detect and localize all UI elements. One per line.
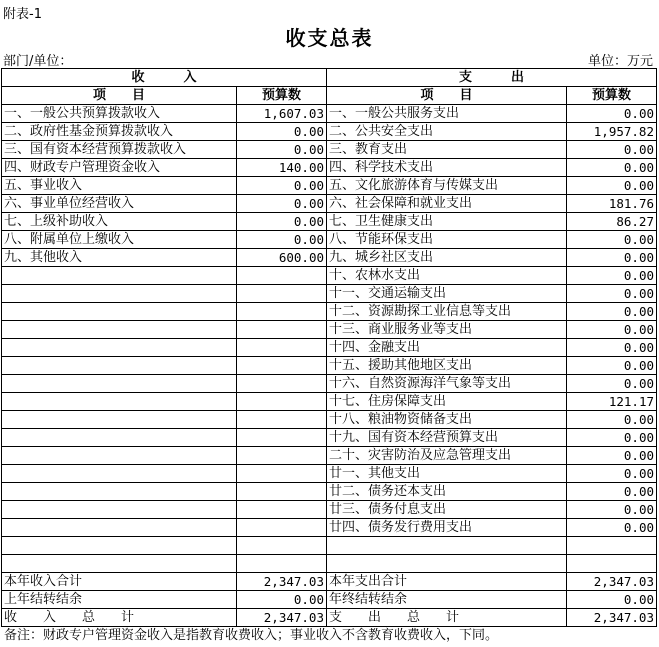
income-section-header: 收 入: [2, 69, 327, 87]
expense-item-value: 0.00: [567, 429, 657, 447]
income-item-value: 0.00: [237, 177, 327, 195]
expense-item-value: 0.00: [567, 303, 657, 321]
income-item-value: [237, 267, 327, 285]
table-row: [2, 519, 657, 537]
income-item-value: [237, 519, 327, 537]
expense-item-name: 六、社会保障和就业支出: [327, 195, 567, 213]
table-row: [2, 123, 657, 141]
expense-item-value: 0.00: [567, 321, 657, 339]
expense-item-value: 0.00: [567, 357, 657, 375]
dept-label: 部门/单位：: [3, 54, 73, 69]
income-item-name: [2, 375, 237, 393]
footnote: 备注：财政专户管理资金收入是指教育收费收入；事业收入不含教育收费收入，下同。: [4, 628, 499, 643]
income-item-name: [2, 429, 237, 447]
section-header-row: [2, 69, 657, 87]
income-item-name: 六、事业单位经营收入: [2, 195, 237, 213]
income-item-value: [237, 393, 327, 411]
summary-row: [2, 591, 657, 609]
summary-expense-value: 2,347.03: [567, 573, 657, 591]
income-item-value: [237, 429, 327, 447]
income-item-name: [2, 501, 237, 519]
blank-cell: [327, 555, 567, 573]
expense-item-name: 十三、商业服务业等支出: [327, 321, 567, 339]
income-item-value: 600.00: [237, 249, 327, 267]
summary-income-label: 本年收入合计: [2, 573, 237, 591]
income-item-name: 八、附属单位上缴收入: [2, 231, 237, 249]
unit-label: 单位：万元: [587, 54, 653, 69]
expense-item-value: 0.00: [567, 141, 657, 159]
summary-expense-label: 年终结转结余: [327, 591, 567, 609]
income-item-value: 140.00: [237, 159, 327, 177]
income-item-name: 二、政府性基金预算拨款收入: [2, 123, 237, 141]
income-item-value: [237, 411, 327, 429]
income-item-value: [237, 465, 327, 483]
expense-item-value: 0.00: [567, 285, 657, 303]
summary-income-label: 上年结转结余: [2, 591, 237, 609]
expense-item-value: 0.00: [567, 465, 657, 483]
expense-item-name: 廿一、其他支出: [327, 465, 567, 483]
table-row: [2, 159, 657, 177]
table-row: [2, 375, 657, 393]
expense-item-value: 0.00: [567, 375, 657, 393]
expense-item-value: 0.00: [567, 447, 657, 465]
expense-item-name: 三、教育支出: [327, 141, 567, 159]
income-item-value: [237, 285, 327, 303]
expense-item-name: 十八、粮油物资储备支出: [327, 411, 567, 429]
income-item-value: 0.00: [237, 231, 327, 249]
expense-item-name: 八、节能环保支出: [327, 231, 567, 249]
blank-cell: [567, 555, 657, 573]
expense-item-value: 121.17: [567, 393, 657, 411]
income-item-name: [2, 483, 237, 501]
column-header-row: [2, 87, 657, 105]
table-row: [2, 303, 657, 321]
blank-row: [2, 555, 657, 573]
income-item-value: 0.00: [237, 213, 327, 231]
table-row: [2, 339, 657, 357]
expense-item-value: 0.00: [567, 231, 657, 249]
income-item-value: 0.00: [237, 123, 327, 141]
expense-item-name: 十二、资源勘探工业信息等支出: [327, 303, 567, 321]
summary-income-value: 2,347.03: [237, 609, 327, 627]
table-row: [2, 195, 657, 213]
table-row: [2, 105, 657, 123]
expense-item-value: 0.00: [567, 105, 657, 123]
expense-item-name: 廿三、债务付息支出: [327, 501, 567, 519]
blank-cell: [327, 537, 567, 555]
table-row: [2, 285, 657, 303]
table-row: [2, 357, 657, 375]
summary-income-label: 收 入 总 计: [2, 609, 237, 627]
income-item-value: [237, 339, 327, 357]
expense-item-value: 0.00: [567, 267, 657, 285]
expense-item-value: 1,957.82: [567, 123, 657, 141]
blank-row: [2, 537, 657, 555]
table-row: [2, 267, 657, 285]
expense-item-value: 0.00: [567, 501, 657, 519]
income-item-name: [2, 303, 237, 321]
income-item-name: 七、上级补助收入: [2, 213, 237, 231]
income-item-name: [2, 339, 237, 357]
blank-cell: [237, 555, 327, 573]
income-item-value: [237, 357, 327, 375]
income-item-value: [237, 321, 327, 339]
summary-income-value: 2,347.03: [237, 573, 327, 591]
table-row: [2, 501, 657, 519]
income-item-name: [2, 267, 237, 285]
income-item-value: [237, 375, 327, 393]
expense-item-value: 0.00: [567, 249, 657, 267]
income-budget-header: 预算数: [237, 87, 327, 105]
table-row: [2, 411, 657, 429]
expense-item-value: 86.27: [567, 213, 657, 231]
income-item-name: [2, 393, 237, 411]
income-item-value: [237, 501, 327, 519]
expense-item-name: 廿二、债务还本支出: [327, 483, 567, 501]
blank-cell: [237, 537, 327, 555]
income-item-value: 1,607.03: [237, 105, 327, 123]
expense-item-value: 181.76: [567, 195, 657, 213]
table-row: [2, 231, 657, 249]
table-row: [2, 483, 657, 501]
table-row: [2, 321, 657, 339]
expense-item-value: 0.00: [567, 483, 657, 501]
income-item-name: 九、其他收入: [2, 249, 237, 267]
income-item-value: 0.00: [237, 141, 327, 159]
table-row: [2, 447, 657, 465]
income-item-name: 三、国有资本经营预算拨款收入: [2, 141, 237, 159]
expense-item-header: 项 目: [327, 87, 567, 105]
expense-item-name: 十一、交通运输支出: [327, 285, 567, 303]
blank-cell: [567, 537, 657, 555]
table-row: [2, 249, 657, 267]
income-item-value: [237, 303, 327, 321]
expense-item-name: 十、农林水支出: [327, 267, 567, 285]
expense-item-name: 十四、金融支出: [327, 339, 567, 357]
income-item-name: 一、一般公共预算拨款收入: [2, 105, 237, 123]
budget-table-body: [2, 69, 657, 627]
expense-item-name: 九、城乡社区支出: [327, 249, 567, 267]
summary-row: [2, 573, 657, 591]
table-row: [2, 393, 657, 411]
budget-table: [1, 68, 657, 627]
blank-cell: [2, 537, 237, 555]
page-title: 收支总表: [285, 26, 374, 50]
summary-expense-value: 2,347.03: [567, 609, 657, 627]
expense-item-name: 十七、住房保障支出: [327, 393, 567, 411]
expense-budget-header: 预算数: [567, 87, 657, 105]
expense-item-name: 二、公共安全支出: [327, 123, 567, 141]
expense-item-value: 0.00: [567, 177, 657, 195]
expense-item-value: 0.00: [567, 159, 657, 177]
expense-item-name: 十九、国有资本经营预算支出: [327, 429, 567, 447]
expense-section-header: 支 出: [327, 69, 657, 87]
expense-item-name: 一、一般公共服务支出: [327, 105, 567, 123]
expense-item-value: 0.00: [567, 411, 657, 429]
blank-cell: [2, 555, 237, 573]
income-item-value: [237, 447, 327, 465]
expense-item-value: 0.00: [567, 339, 657, 357]
table-row: [2, 213, 657, 231]
income-item-name: [2, 447, 237, 465]
expense-item-name: 四、科学技术支出: [327, 159, 567, 177]
expense-item-name: 十五、援助其他地区支出: [327, 357, 567, 375]
income-item-name: [2, 285, 237, 303]
expense-item-name: 廿四、债务发行费用支出: [327, 519, 567, 537]
income-item-name: [2, 465, 237, 483]
table-row: [2, 177, 657, 195]
table-row: [2, 465, 657, 483]
summary-expense-label: 本年支出合计: [327, 573, 567, 591]
summary-income-value: 0.00: [237, 591, 327, 609]
summary-expense-value: 0.00: [567, 591, 657, 609]
expense-item-name: 二十、灾害防治及应急管理支出: [327, 447, 567, 465]
expense-item-name: 五、文化旅游体育与传媒支出: [327, 177, 567, 195]
summary-expense-label: 支 出 总 计: [327, 609, 567, 627]
income-item-name: [2, 321, 237, 339]
expense-item-value: 0.00: [567, 519, 657, 537]
table-row: [2, 429, 657, 447]
income-item-value: 0.00: [237, 195, 327, 213]
sheet-tag: 附表-1: [3, 7, 42, 22]
income-item-name: [2, 411, 237, 429]
expense-item-name: 十六、自然资源海洋气象等支出: [327, 375, 567, 393]
expense-item-name: 七、卫生健康支出: [327, 213, 567, 231]
income-item-name: 五、事业收入: [2, 177, 237, 195]
income-item-name: 四、财政专户管理资金收入: [2, 159, 237, 177]
income-item-name: [2, 519, 237, 537]
income-item-value: [237, 483, 327, 501]
table-row: [2, 141, 657, 159]
income-item-name: [2, 357, 237, 375]
income-item-header: 项 目: [2, 87, 237, 105]
